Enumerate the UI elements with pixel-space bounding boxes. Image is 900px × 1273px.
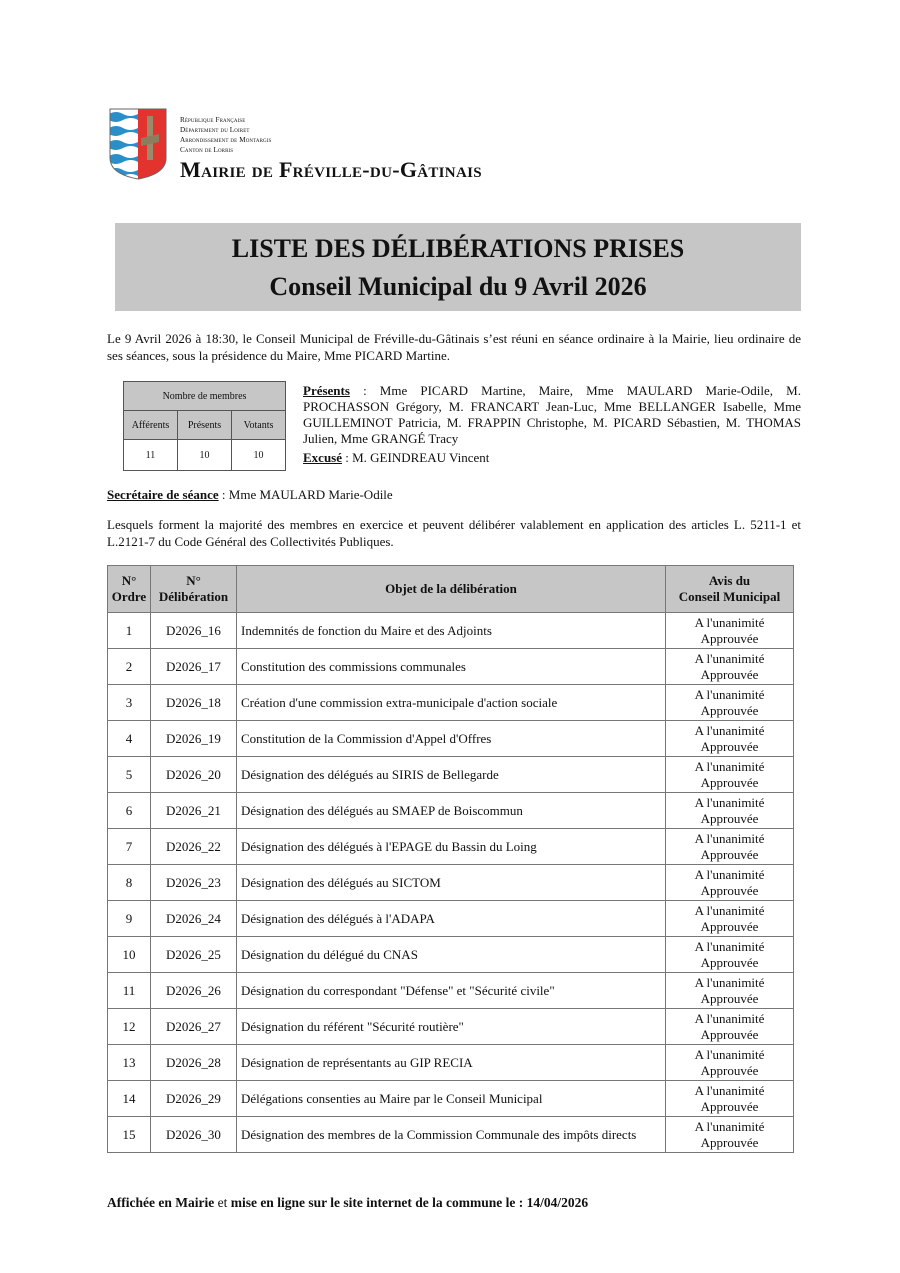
avis-line2: Approuvée (700, 918, 759, 934)
excuse-text: : M. GEINDREAU Vincent (342, 450, 490, 465)
cell-avis (666, 721, 794, 757)
cell-ordre: 4 (108, 721, 151, 757)
cell-objet: Désignation des délégués à l'EPAGE du Bassin du Loing (237, 829, 666, 865)
avis-line2: Approuvée (700, 882, 759, 898)
col-avis-line2: Conseil Municipal (678, 589, 781, 604)
cell-deliberation-number: D2026_28 (151, 1045, 237, 1081)
cell-avis (666, 937, 794, 973)
cell-avis (666, 901, 794, 937)
members-table (123, 381, 286, 471)
avis-line1: A l'unanimité (694, 938, 765, 954)
presents-text: : Mme PICARD Martine, Maire, Mme MAULARD Marie-Odile, M. PROCHASSON Grégory, M. FRANCART Jean-Luc, Mme BELLANGER Isabelle, Mme GUILLEMINOT Patricia, M. FRAPPIN Christophe, M. PICARD Sébastien, M. THOMAS Julien, Mme GRANGÉ Tracy (303, 383, 801, 446)
cell-avis (666, 757, 794, 793)
presents-label: Présents (303, 383, 350, 398)
cell-ordre: 2 (108, 649, 151, 685)
cell-objet: Création d'une commission extra-municipale d'action sociale (237, 685, 666, 721)
administrative-lines (180, 115, 271, 155)
cell-deliberation-number: D2026_19 (151, 721, 237, 757)
members-val-votants: 10 (232, 440, 286, 471)
cell-objet: Constitution de la Commission d'Appel d'Offres (237, 721, 666, 757)
cell-ordre: 5 (108, 757, 151, 793)
col-avis (666, 566, 794, 613)
cell-ordre: 3 (108, 685, 151, 721)
cell-ordre: 8 (108, 865, 151, 901)
col-objet: Objet de la délibération (237, 566, 666, 613)
cell-ordre: 7 (108, 829, 151, 865)
avis-line2: Approuvée (700, 954, 759, 970)
cell-deliberation-number: D2026_23 (151, 865, 237, 901)
footer-part1: Affichée en Mairie (107, 1195, 215, 1210)
table-row (108, 1045, 794, 1081)
cell-avis (666, 1045, 794, 1081)
table-row (108, 685, 794, 721)
avis-line2: Approuvée (700, 1098, 759, 1114)
admin-line: République Française (180, 116, 246, 124)
table-row (108, 901, 794, 937)
cell-objet: Désignation des délégués au SICTOM (237, 865, 666, 901)
cell-avis (666, 865, 794, 901)
avis-line2: Approuvée (700, 738, 759, 754)
avis-line1: A l'unanimité (694, 974, 765, 990)
cell-avis (666, 829, 794, 865)
cell-objet: Désignation du référent "Sécurité routière" (237, 1009, 666, 1045)
avis-line1: A l'unanimité (694, 1010, 765, 1026)
avis-line1: A l'unanimité (694, 650, 765, 666)
table-row (108, 1009, 794, 1045)
cell-deliberation-number: D2026_27 (151, 1009, 237, 1045)
avis-line2: Approuvée (700, 1134, 759, 1150)
document-subtitle: Conseil Municipal du 9 Avril 2026 (269, 272, 647, 301)
cell-objet: Désignation de représentants au GIP RECIA (237, 1045, 666, 1081)
cell-deliberation-number: D2026_25 (151, 937, 237, 973)
cell-ordre: 6 (108, 793, 151, 829)
footer-line (107, 1195, 588, 1211)
cell-objet: Désignation des membres de la Commission Communale des impôts directs (237, 1117, 666, 1153)
avis-line1: A l'unanimité (694, 902, 765, 918)
table-row (108, 829, 794, 865)
table-row (108, 865, 794, 901)
members-val-afferents: 11 (124, 440, 178, 471)
avis-line1: A l'unanimité (694, 866, 765, 882)
col-ordre (108, 566, 151, 613)
excuse-line (303, 450, 489, 466)
commune-crest-logo (109, 108, 167, 180)
table-row (108, 757, 794, 793)
footer-part2: et (214, 1195, 231, 1210)
cell-objet: Désignation du délégué du CNAS (237, 937, 666, 973)
avis-line2: Approuvée (700, 1026, 759, 1042)
excuse-label: Excusé (303, 450, 342, 465)
cell-ordre: 14 (108, 1081, 151, 1117)
avis-line1: A l'unanimité (694, 830, 765, 846)
table-row (108, 973, 794, 1009)
cell-avis (666, 793, 794, 829)
cell-avis (666, 613, 794, 649)
col-delib-line2: Délibération (158, 589, 229, 604)
deliberations-body (108, 613, 794, 1153)
table-row (108, 793, 794, 829)
admin-line: Département du Loiret (180, 126, 250, 134)
members-col-afferents: Afférents (124, 411, 178, 440)
avis-line1: A l'unanimité (694, 1118, 765, 1134)
avis-line2: Approuvée (700, 810, 759, 826)
secretaire-label: Secrétaire de séance (107, 487, 219, 502)
avis-line2: Approuvée (700, 630, 759, 646)
cell-deliberation-number: D2026_30 (151, 1117, 237, 1153)
avis-line1: A l'unanimité (694, 614, 765, 630)
avis-line1: A l'unanimité (694, 1082, 765, 1098)
cell-deliberation-number: D2026_16 (151, 613, 237, 649)
table-row (108, 1081, 794, 1117)
secretaire-line (107, 487, 393, 503)
cell-avis (666, 685, 794, 721)
members-col-presents: Présents (178, 411, 232, 440)
table-row (108, 937, 794, 973)
table-row (108, 613, 794, 649)
members-val-presents: 10 (178, 440, 232, 471)
secretaire-text: : Mme MAULARD Marie-Odile (218, 487, 393, 502)
avis-line1: A l'unanimité (694, 758, 765, 774)
avis-line1: A l'unanimité (694, 794, 765, 810)
admin-line: Canton de Lorris (180, 146, 234, 154)
cell-deliberation-number: D2026_18 (151, 685, 237, 721)
members-header: Nombre de membres (124, 382, 286, 411)
cell-ordre: 9 (108, 901, 151, 937)
admin-line: Arrondissement de Montargis (180, 136, 272, 144)
avis-line2: Approuvée (700, 666, 759, 682)
col-ordre-line1: N° (121, 573, 137, 588)
col-deliberation (151, 566, 237, 613)
cell-objet: Désignation des délégués au SMAEP de Boiscommun (237, 793, 666, 829)
avis-line2: Approuvée (700, 846, 759, 862)
avis-line2: Approuvée (700, 990, 759, 1006)
legal-paragraph: Lesquels forment la majorité des membres en exercice et peuvent délibérer valablement en application des articles L. 5211-1 et L.2121-7 du Code Général des Collectivités Publiques. (107, 517, 801, 549)
footer-part3: mise en ligne sur le site internet de la commune le : 14/04/2026 (230, 1195, 589, 1210)
avis-line1: A l'unanimité (694, 722, 765, 738)
cell-ordre: 15 (108, 1117, 151, 1153)
cell-objet: Indemnités de fonction du Maire et des Adjoints (237, 613, 666, 649)
cell-ordre: 12 (108, 1009, 151, 1045)
col-ordre-line2: Ordre (111, 589, 147, 604)
cell-avis (666, 1009, 794, 1045)
document-title: LISTE DES DÉLIBÉRATIONS PRISES (231, 234, 685, 263)
avis-line2: Approuvée (700, 702, 759, 718)
deliberations-table (107, 565, 794, 1153)
table-row (108, 1117, 794, 1153)
cell-ordre: 1 (108, 613, 151, 649)
intro-paragraph: Le 9 Avril 2026 à 18:30, le Conseil Municipal de Fréville-du-Gâtinais s’est réuni en séance ordinaire à la Mairie, lieu ordinaire de ses séances, sous la présidence du Maire, Mme PICARD Martine. (107, 331, 801, 363)
avis-line1: A l'unanimité (694, 686, 765, 702)
avis-line2: Approuvée (700, 774, 759, 790)
cell-deliberation-number: D2026_26 (151, 973, 237, 1009)
cell-ordre: 13 (108, 1045, 151, 1081)
cell-objet: Désignation du correspondant "Défense" et "Sécurité civile" (237, 973, 666, 1009)
cell-ordre: 10 (108, 937, 151, 973)
members-col-votants: Votants (232, 411, 286, 440)
cell-avis (666, 973, 794, 1009)
avis-line1: A l'unanimité (694, 1046, 765, 1062)
cell-deliberation-number: D2026_29 (151, 1081, 237, 1117)
cell-objet: Désignation des délégués au SIRIS de Bellegarde (237, 757, 666, 793)
cell-deliberation-number: D2026_20 (151, 757, 237, 793)
cell-ordre: 11 (108, 973, 151, 1009)
table-row (108, 721, 794, 757)
cell-deliberation-number: D2026_24 (151, 901, 237, 937)
avis-line2: Approuvée (700, 1062, 759, 1078)
cell-objet: Constitution des commissions communales (237, 649, 666, 685)
cell-deliberation-number: D2026_17 (151, 649, 237, 685)
col-avis-line1: Avis du (708, 573, 751, 588)
cell-objet: Délégations consenties au Maire par le Conseil Municipal (237, 1081, 666, 1117)
table-row (108, 649, 794, 685)
cell-avis (666, 1117, 794, 1153)
col-delib-line1: N° (186, 573, 201, 588)
cell-avis (666, 649, 794, 685)
cell-avis (666, 1081, 794, 1117)
cell-deliberation-number: D2026_21 (151, 793, 237, 829)
title-band (115, 223, 801, 311)
cell-objet: Désignation des délégués à l'ADAPA (237, 901, 666, 937)
presents-paragraph (303, 383, 801, 447)
mairie-title: Mairie de Fréville-du-Gâtinais (180, 157, 482, 182)
cell-deliberation-number: D2026_22 (151, 829, 237, 865)
